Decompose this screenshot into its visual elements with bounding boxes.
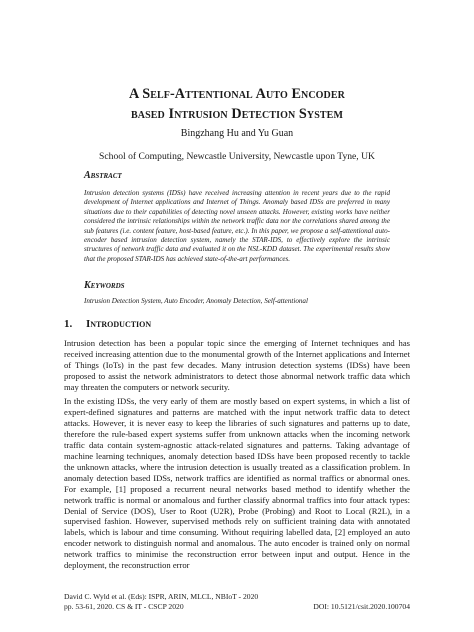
intro-paragraph-2: In the existing IDSs, the very early of them are mostly based on expert systems, in which a list of expert-defined signatures and patterns are matched with the input network traffic data to detect attacks. However, it is never easy to keep the libraries of such signatures and patterns up to date, therefore the rule-based expert systems suffer from unknown attacks when the incoming network traffic data contain system-agnostic attack-related signatures and patterns. Taking advantage of machine learning techniques, anomaly detection based IDSs have been proposed recently to tackle the unknown attacks, where the intrusion detection is usually treated as a classification problem. In anomaly detection based IDSs, network traffics are identified as normal traffics or abnormal ones. For example, [1] proposed a recurrent neural networks based method to identify whether the network traffic is normal or anomalous and further classify abnormal traffics into four attack types: Denial of Service (DOS), User to Root (U2R), Probe (Probing) and Root to Local (R2L), in a supervised fashion. However, supervised methods rely on sufficient training data with annotated labels, which is labour and time consuming. Without requiring labelled data, [2] employed an auto encoder network to distinguish normal and anomalous. The auto encoder is trained only on normal network traffics to minimise the reconstruction error between input and output. Hence in the deployment, the reconstruction error [64, 396, 410, 571]
authors: Bingzhang Hu and Yu Guan [180, 128, 294, 139]
keywords-heading: Keywords [84, 280, 125, 291]
footer-pages: pp. 53-61, 2020. CS & IT - CSCP 2020 [64, 602, 184, 611]
paper-title [60, 84, 414, 124]
intro-paragraph-1: Intrusion detection has been a popular topic since the emerging of Internet techniques and has received increasing attention due to the monumental growth of the Internet applications and Internet of Things (IoTs) in the past few decades. Many intrusion detection systems (IDSs) have been proposed to assist the network administrators to detect those abnormal network traffic data which may threaten the computers or network security. [64, 338, 410, 392]
abstract-heading: Abstract [84, 170, 122, 181]
footer-citation: David C. Wyld et al. (Eds): ISPR, ARIN, MLCL, NBIoT - 2020 [64, 592, 259, 601]
affiliation: School of Computing, Newcastle University, Newcastle upon Tyne, UK [99, 151, 375, 162]
section-heading [64, 318, 151, 330]
section-title: Introduction [86, 318, 152, 330]
section-number: 1. [64, 318, 73, 330]
footer-doi: DOI: 10.5121/csit.2020.100704 [313, 602, 410, 611]
title-line-2: based Intrusion Detection System [131, 106, 343, 122]
abstract-text: Intrusion detection systems (IDSs) have received increasing attention in recent years due to the rapid development of Internet applications and Internet of Things. Anomaly based IDSs are preferred in many situations due to their capabilities of detecting novel unseen attacks. However, existing works have neither considered the intrinsic relationships within the network traffic data nor the correlations shared among the sub features (i.e. content feature, host-based feature, etc.). In this paper, we propose a self-attentional auto-encoder based intrusion detection system, namely the STAR-IDS, to effectively explore the intrinsic structures of network traffic data and evaluated it on the NSL-KDD dataset. The experimental results show that the proposed STAR-IDS has achieved state-of-the-art performances. [84, 189, 390, 263]
title-line-1: A Self-Attentional Auto Encoder [129, 86, 345, 102]
keywords-text: Intrusion Detection System, Auto Encoder, Anomaly Detection, Self-attentional [84, 297, 308, 305]
